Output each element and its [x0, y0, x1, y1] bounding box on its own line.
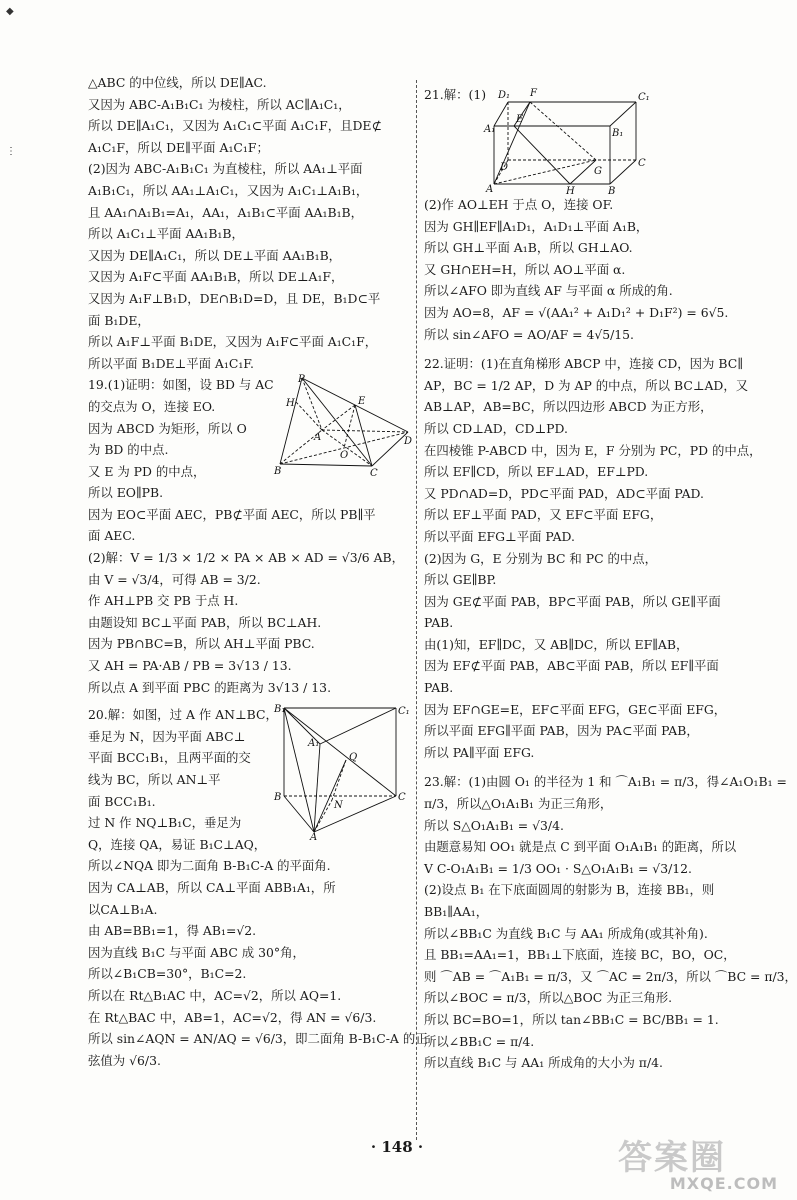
text-line: (2)作 AO⊥EH 于点 O，连接 OF. [424, 197, 614, 212]
text-line: 所以在 Rt△B₁AC 中，AC=√2，所以 AQ=1. [88, 987, 342, 1003]
fig20-label: A₁ [308, 738, 320, 750]
fig20-label: Q [349, 752, 358, 764]
text-line: 所以平面 EFG∥平面 PAB，因为 PA⊂平面 PAB， [424, 723, 699, 739]
text-line: 20.解：如图，过 A 作 AN⊥BC， [88, 707, 278, 723]
q19-text [88, 504, 410, 698]
fig21-label: B₁ [612, 128, 624, 139]
text-line: 因为 PB∩BC=B，所以 AH⊥平面 PBC. [88, 636, 315, 652]
column-divider [416, 80, 417, 1140]
text-line: A₁C₁F，所以 DE∥平面 A₁C₁F； [88, 139, 269, 155]
text-line: 所以直线 B₁C 与 AA₁ 所成角的大小为 π/4. [424, 1055, 663, 1071]
text-line: 所以 EF∥CD，所以 EF⊥AD，EF⊥PD. [424, 464, 649, 480]
text-line: BB₁∥AA₁， [424, 904, 489, 919]
text-line: 以CA⊥B₁A. [88, 901, 158, 917]
text-line: 因为 GH∥EF∥A₁D₁，A₁D₁⊥平面 A₁B， [424, 218, 649, 234]
text-line: 由 AB=BB₁=1，得 AB₁=√2. [88, 923, 257, 939]
fig20-label: C₁ [398, 706, 410, 718]
text-line: 所以平面 B₁DE⊥平面 A₁C₁F. [88, 355, 254, 371]
text-line: 平面 BCC₁B₁，且两平面的交 [88, 750, 251, 766]
fig21-label: C [638, 158, 646, 169]
watermark-bottom-text: MXQE.COM [669, 1174, 778, 1193]
fig20-label: B [274, 792, 282, 804]
margin-mark: ⋮ [6, 146, 16, 157]
text-line: 19.(1)证明：如图，设 BD 与 AC [88, 377, 274, 393]
fig20-label: A [310, 832, 318, 844]
text-line: 所以∠AFO 即为直线 AF 与平面 α 所成的角. [424, 283, 673, 299]
text-line: PAB. [424, 615, 454, 631]
fig19-label: P [298, 374, 305, 386]
text-line: 由(1)知，EF∥DC，又 AB∥DC，所以 EF∥AB， [424, 636, 689, 652]
fig19-label: C [370, 468, 378, 480]
text-line: AP，BC = 1/2 AP，D 为 AP 的中点，所以 BC⊥AD，又 [424, 377, 749, 393]
figure-q20-prism [274, 704, 410, 844]
text-line: 所以 A₁F⊥平面 B₁DE，又因为 A₁F⊂平面 A₁C₁F， [88, 334, 378, 350]
q22-text [424, 353, 762, 763]
text-line: PAB. [424, 680, 454, 696]
text-line: 在四棱锥 P-ABCD 中，因为 E，F 分别为 PC，PD 的中点， [424, 442, 762, 458]
text-line: 所以 EO∥PB. [88, 485, 164, 501]
text-line: 又因为 A₁F⊥B₁D，DE∩B₁D=D，且 DE，B₁D⊂平 [88, 290, 381, 306]
q20-block [88, 704, 428, 1071]
fig19-label: D [404, 436, 413, 448]
fig21-label: C₁ [638, 92, 650, 103]
text-line: 由题意易知 OO₁ 就是点 C 到平面 O₁A₁B₁ 的距离，所以 [424, 839, 737, 855]
text-line: 又 GH∩EH=H，所以 AO⊥平面 α. [424, 261, 626, 277]
text-line: 因为 EO⊂平面 AEC，PB⊄平面 AEC，所以 PB∥平 [88, 506, 376, 522]
text-line: 因为 EF∩GE=E，EF⊂平面 EFG，GE⊂平面 EFG， [424, 701, 727, 717]
right-column [424, 84, 797, 1074]
text-line: 作 AH⊥PB 交 PB 于点 H. [88, 593, 239, 609]
text-line: 又 E 为 PD 的中点， [88, 463, 206, 479]
text-line: 因为 CA⊥AB，所以 CA⊥平面 ABB₁A₁，所 [88, 879, 336, 895]
text-line: 又 AH = PA·AB / PB = 3√13 / 13. [88, 658, 292, 674]
text-line: △ABC 的中位线，所以 DE∥AC. [88, 75, 267, 90]
text-line: 所以 S△O₁A₁B₁ = √3/4. [424, 817, 564, 833]
text-line: 22.证明：(1)在直角梯形 ABCP 中，连接 CD，因为 BC∥ [424, 356, 743, 372]
text-line: 又因为 A₁F⊂平面 AA₁B₁B，所以 DE⊥A₁F， [88, 269, 344, 285]
text-line: 所以平面 EFG⊥平面 PAD. [424, 528, 575, 544]
text-line: 所以 PA∥平面 EFG. [424, 744, 535, 760]
fig20-label: N [334, 800, 343, 812]
text-line: 为 BD 的中点. [88, 442, 169, 458]
text-line: AB⊥AP，AB=BC，所以四边形 ABCD 为正方形， [424, 399, 713, 415]
fig21-label: D [500, 162, 509, 173]
text-line: 又 PD∩AD=D，PD⊂平面 PAD，AD⊂平面 PAD. [424, 485, 704, 501]
fig21-label: A₁ [484, 124, 496, 135]
text-line: 过 N 作 NQ⊥B₁C，垂足为 [88, 815, 242, 831]
text-line: 由题设知 BC⊥平面 PAB，所以 BC⊥AH. [88, 614, 322, 630]
text-line: 且 BB₁=AA₁=1，BB₁⊥下底面，连接 BC，BO，OC， [424, 947, 736, 963]
text-line: 在 Rt△BAC 中，AB=1，AC=√2，得 AN = √6/3. [88, 1009, 377, 1025]
text-line: 面 BCC₁B₁. [88, 793, 156, 809]
text-line: 的交点为 O，连接 EO. [88, 398, 216, 414]
text-line: 所以∠BB₁C = π/4. [424, 1033, 535, 1049]
text-line: 则 ⌒AB = ⌒A₁B₁ = π/3，又 ⌒AC = 2π/3，所以 ⌒BC = π/3， [424, 968, 797, 984]
q19-side-text [88, 374, 274, 504]
text-line: 面 AEC. [88, 528, 136, 544]
text-line: 所以 BC=BO=1，所以 tan∠BB₁C = BC/BB₁ = 1. [424, 1011, 719, 1027]
text-line: 所以∠B₁CB=30°，B₁C=2. [88, 966, 247, 982]
text-line: 所以 sin∠AFO = AO/AF = 4√5/15. [424, 326, 634, 342]
fig21-label: A [486, 184, 494, 195]
fig19-label: O [340, 450, 349, 462]
text-line: 因为 ABCD 为矩形，所以 O [88, 420, 247, 436]
fig19-label: A [314, 432, 322, 444]
text-line: 所以点 A 到平面 PBC 的距离为 3√13 / 13. [88, 679, 332, 695]
text-line: 23.解：(1)由圆 O₁ 的半径为 1 和 ⌒A₁B₁ = π/3，得∠A₁O₁B₁ = [424, 774, 787, 790]
q21-text [424, 194, 762, 345]
fig19-label: E [358, 396, 366, 408]
fig21-label: F [530, 88, 537, 99]
fig20-label: C [398, 792, 406, 804]
q19-block [88, 374, 413, 698]
fig21-label: B [608, 186, 616, 197]
text-line: 因为 EF⊄平面 PAB，AB⊂平面 PAB，所以 EF∥平面 [424, 658, 719, 674]
q20-text [88, 877, 428, 1071]
text-line: 且 AA₁∩A₁B₁=A₁，AA₁，A₁B₁⊂平面 AA₁B₁B， [88, 204, 364, 220]
watermark-top-text: 答案圈 [618, 1138, 726, 1178]
text-line: 所以∠BOC = π/3，所以△BOC 为正三角形. [424, 990, 673, 1006]
text-line: 线为 BC，所以 AN⊥平 [88, 772, 221, 787]
text-line: 垂足为 N，因为平面 ABC⊥ [88, 728, 246, 744]
fig21-label: D₁ [498, 90, 511, 101]
text-line: 由 V = √3/4，可得 AB = 3/2. [88, 571, 261, 587]
text-line: 所以∠BB₁C 为直线 B₁C 与 AA₁ 所成角(或其补角). [424, 925, 708, 941]
text-line: 所以∠NQA 即为二面角 B-B₁C-A 的平面角. [88, 858, 331, 874]
text-line: 又因为 DE∥A₁C₁，所以 DE⊥平面 AA₁B₁B， [88, 247, 342, 263]
text-line: 面 B₁DE， [88, 312, 150, 328]
text-line: V C-O₁A₁B₁ = 1/3 OO₁ · S△O₁A₁B₁ = √3/12. [424, 860, 692, 876]
text-line: (2)设点 B₁ 在下底面圆周的射影为 B，连接 BB₁，则 [424, 882, 715, 898]
text-line: 所以 EF⊥平面 PAD，又 EF⊂平面 EFG， [424, 507, 663, 523]
left-column [88, 72, 428, 1071]
text-line: 所以 sin∠AQN = AN/AQ = √6/3，即二面角 B-B₁C-A 的正 [88, 1031, 428, 1047]
text-line: 所以 DE∥A₁C₁，又因为 A₁C₁⊂平面 A₁C₁F，且DE⊄ [88, 118, 382, 134]
text-line: 所以 A₁C₁⊥平面 AA₁B₁B， [88, 226, 244, 242]
text-line: (2)因为 ABC-A₁B₁C₁ 为直棱柱，所以 AA₁⊥平面 [88, 161, 363, 177]
text-line: 弦值为 √6/3. [88, 1052, 161, 1068]
text-line: 因为 AO=8，AF = √(AA₁² + A₁D₁² + D₁F²) = 6√5. [424, 304, 729, 320]
text-line: A₁B₁C₁，所以 AA₁⊥A₁C₁，又因为 A₁C₁⊥A₁B₁， [88, 182, 369, 198]
fig20-label: B₁ [274, 704, 286, 716]
text-line: π/3，所以△O₁A₁B₁ 为正三角形， [424, 796, 613, 812]
figure-q19-pyramid [274, 374, 414, 478]
text-line: 因为直线 B₁C 与平面 ABC 成 30°角， [88, 944, 305, 960]
margin-mark: ◆ [6, 6, 14, 17]
fig21-label: H [566, 186, 575, 197]
fig21-label: E [516, 114, 524, 125]
text-line: (2)因为 G，E 分别为 BC 和 PC 的中点， [424, 550, 658, 566]
page-number: · 148 · [370, 1138, 424, 1156]
q21-block [424, 84, 762, 197]
figure-q21-cuboid [484, 84, 656, 197]
text-line: Q，连接 QA，易证 B₁C⊥AQ， [88, 836, 267, 852]
q21-heading: 21.解：(1) [424, 87, 487, 102]
fig21-label: G [594, 166, 602, 177]
watermark-logo [618, 1140, 778, 1194]
text-line: 所以 GH⊥平面 A₁B，所以 GH⊥AO. [424, 240, 633, 256]
fig19-label: B [274, 466, 282, 478]
text-line: 又因为 ABC-A₁B₁C₁ 为棱柱，所以 AC∥A₁C₁， [88, 96, 351, 112]
q18-continuation [88, 72, 410, 374]
fig19-label: H [286, 398, 295, 410]
text-line: 所以 CD⊥AD，CD⊥PD. [424, 420, 568, 436]
text-line: (2)解：V = 1/3 × 1/2 × PA × AB × AD = √3/6 AB， [88, 550, 405, 566]
q23-text [424, 771, 797, 1073]
text-line: 所以 GE∥BP. [424, 572, 497, 588]
text-line: 因为 GE⊄平面 PAB，BP⊂平面 PAB，所以 GE∥平面 [424, 593, 721, 609]
